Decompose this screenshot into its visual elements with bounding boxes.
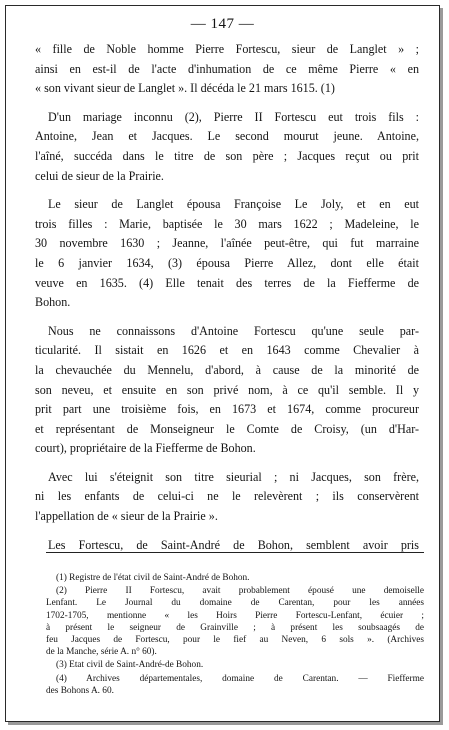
footnote-line: 1702-1705, mentionne « les Hoirs Pierre Fortescu-Lenfant, écuier ; [46,610,424,621]
text-line: Antoine, Jean et Jacques. Le second mourut jeune. Antoine, [35,129,419,144]
paragraph [35,40,419,99]
footnote-line: à présent le seigneur de Grainville ; à présent les soubsaagés de [46,622,424,633]
footnote [46,572,424,584]
footnote [46,659,424,671]
text-line: Le sieur de Langlet épousa Françoise Le Joly, et en eut [48,197,419,212]
body-text [35,40,419,564]
text-line: 30 novembre 1630 ; Jeanne, l'aînée peut-être, qui fut marraine [35,236,419,251]
text-line: Les Fortescu, de Saint-André de Bohon, semblent avoir pris [48,537,419,552]
text-line: « fille de Noble homme Pierre Fortescu, sieur de Langlet » ; [35,42,419,56]
footnote [46,673,424,697]
text-line: et représentant de Monseigneur le Comte de Croisy, (un d'Har- [35,421,419,436]
footnote-line: des Bohons A. 60. [46,685,114,696]
footnote-divider [46,552,424,553]
text-line: Bohon. [35,295,71,310]
footnote-line: (3) Etat civil de Saint-André-de Bohon. [56,660,204,671]
footnote-line: Lenfant. Le Journal du domaine de Carentan, pour les années [46,598,424,609]
paragraph [35,195,419,313]
text-line: le 6 janvier 1634, (3) épousa Pierre Allez, dont elle était [35,255,419,270]
text-line: la chevauchée du Mennelu, d'abord, à cause de la minorité de [35,362,419,377]
footnote-line: de la Manche, série A. n° 60). [46,647,157,658]
text-line: son neveu, et ensuite en son privé nom, à ce qu'il semble. Il y [35,382,419,397]
footnote-line: (2) Pierre II Fortescu, avait probablement épousé une demoiselle [56,586,424,597]
text-line: Avec lui s'éteignit son titre sieurial ; ni Jacques, son frère, [48,469,419,484]
footnotes [46,572,424,698]
paragraph [35,322,419,459]
page-frame [5,5,440,722]
text-line: ainsi en est-il de l'acte d'inhumation de ce même Pierre « en [35,61,419,76]
text-line: prit part une troisième fois, en 1673 et 1674, comme procureur [35,402,419,417]
text-line: l'appellation de « sieur de la Prairie ». [35,509,218,524]
text-line: ticularité. Il sistait en 1626 et en 1643 comme Chevalier à [35,343,419,358]
text-line: trois filles : Marie, baptisée le 30 mars 1622 ; Madeleine, le [35,216,419,231]
footnote-line: (1) Registre de l'état civil de Saint-André de Bohon. [56,573,250,583]
text-line: court), propriétaire de la Fiefferme de Bohon. [35,441,256,456]
text-line: l'aîné, succéda dans le titre de son père ; Jacques reçut ou prit [35,148,419,163]
text-line: D'un mariage inconnu (2), Pierre II Fortescu eut trois fils : [48,109,419,124]
text-line: celui de sieur de la Prairie. [35,168,164,183]
paragraph [35,108,419,186]
text-line: veuve en 1635. (4) Elle tenait des terres de la Fiefferme de [35,275,419,290]
text-line: ni les enfants de celui-ci ne le relevèrent ; ils conservèrent [35,489,419,504]
page-number: — 147 — [190,16,255,32]
text-line: « son vivant sieur de Langlet ». Il décéda le 21 mars 1615. (1) [35,81,335,96]
footnote [46,585,424,658]
paragraph [35,468,419,527]
footnote-line: feu Jacques de Fortescu, pour le fief au Neven, 6 sols ». (Archives [46,635,424,646]
text-line: Nous ne connaissons d'Antoine Fortescu qu'une seule par- [48,323,419,338]
footnote-line: (4) Archives départementales, domaine de Carentan. — Fiefferme [56,673,424,684]
